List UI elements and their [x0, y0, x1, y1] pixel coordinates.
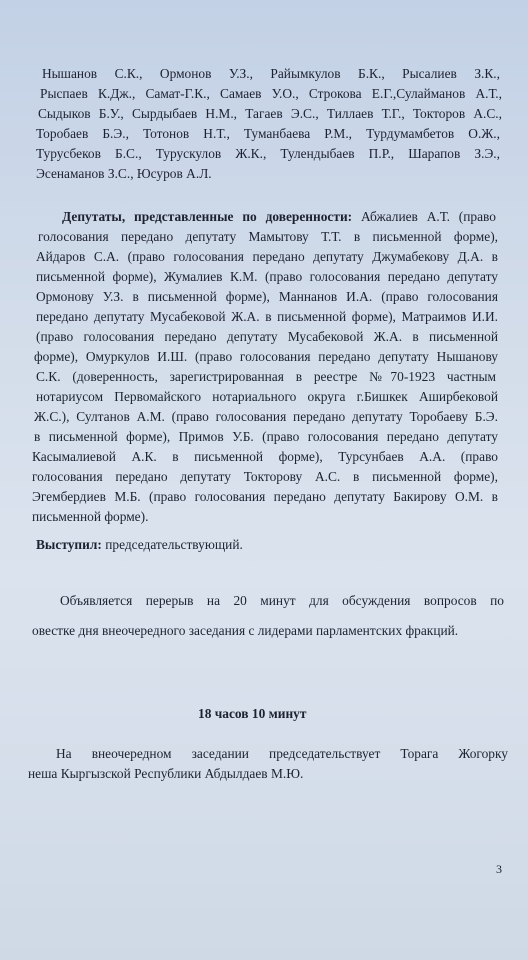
text-line: овестке дня внеочередного заседания с лидерами парламентских фракций. [32, 623, 459, 638]
proxy-heading: Депутаты, представленные по доверенности: [62, 209, 353, 224]
text-line: Ормонову У.З. в письменной форме), Маннанов И.А. (право голосования [36, 289, 498, 304]
text-line: Айдаров С.А. (право голосования передано депутату Джумабекову Д.А. в [36, 249, 498, 264]
text-line: (право голосования передано депутату Мусабековой Ж.А. в письменной [36, 329, 498, 344]
text-line: форме), Омуркулов И.Ш. (право голосования передано депутату Нышанову [34, 349, 498, 364]
time-heading: 18 часов 10 минут [198, 706, 307, 721]
text-line: Сыдыков Б.У., Сырдыбаев Н.М., Тагаев Э.С., Тиллаев Т.Г., Токторов А.С., [38, 106, 502, 121]
text-line: письменной форме). [32, 509, 149, 524]
text-line: письменной форме), Жумалиев К.М. (право голосования передано депутату [36, 269, 498, 284]
text-line: передано депутату Мусабековой Ж.А. в письменной форме), Матраимов И.И. [36, 309, 498, 324]
text-line: Торобаев Б.Э., Тотонов Н.Т., Туманбаева Р.М., Турдумамбетов О.Ж., [36, 126, 500, 141]
text-line: Нышанов С.К., Ормонов У.З., Райымкулов Б.К., Рысалиев З.К., [42, 66, 500, 81]
text-line: голосования передано депутату Токторову А.С. в письменной форме), [32, 469, 498, 484]
speaker-text: председательствующий. [105, 537, 243, 552]
text-line: голосования передано депутату Мамытову Т.Т. в письменной форме), [38, 229, 498, 244]
text-line: в письменной форме), Примов У.Б. (право голосования передано депутату [34, 429, 498, 444]
text-line: Рыспаев К.Дж., Самат-Г.К., Самаев У.О., Строкова Е.Г.,Сулайманов А.Т., [40, 86, 502, 101]
text-line: нотариусом Первомайского нотариального округа г.Бишкек Аширбековой [36, 389, 498, 404]
text-line: неша Кыргызской Республики Абдылдаев М.Ю. [28, 766, 304, 781]
text-line: Эгембердиев М.Б. (право голосования передано депутату Бакирову О.М. в [32, 489, 498, 504]
speaker-label: Выступил: [36, 537, 102, 552]
text-line: Ж.С.), Султанов А.М. (право голосования передано депутату Торобаеву Б.Э. [34, 409, 498, 424]
text-line: Турусбеков Б.С., Турускулов Ж.К., Тулендыбаев П.Р., Шарапов З.Э., [36, 146, 500, 161]
text-line [62, 209, 496, 225]
speaker-line [36, 537, 243, 553]
text-line: На внеочередном заседании председательствует Торага Жогорку [56, 746, 508, 761]
text-line: Эсенаманов З.С., Юсуров А.Л. [36, 166, 212, 181]
page-number: 3 [496, 862, 502, 876]
text-line: Касымалиевой А.К. в письменной форме), Турсунбаев А.А. (право [32, 449, 498, 464]
text-line: С.К. (доверенность, зарегистрированная в реестре №70-1923 частным [36, 369, 496, 384]
text-line: Объявляется перерыв на 20 минут для обсуждения вопросов по [60, 593, 504, 608]
proxy-first-line-rest: Абжалиев А.Т. (право [360, 209, 496, 224]
